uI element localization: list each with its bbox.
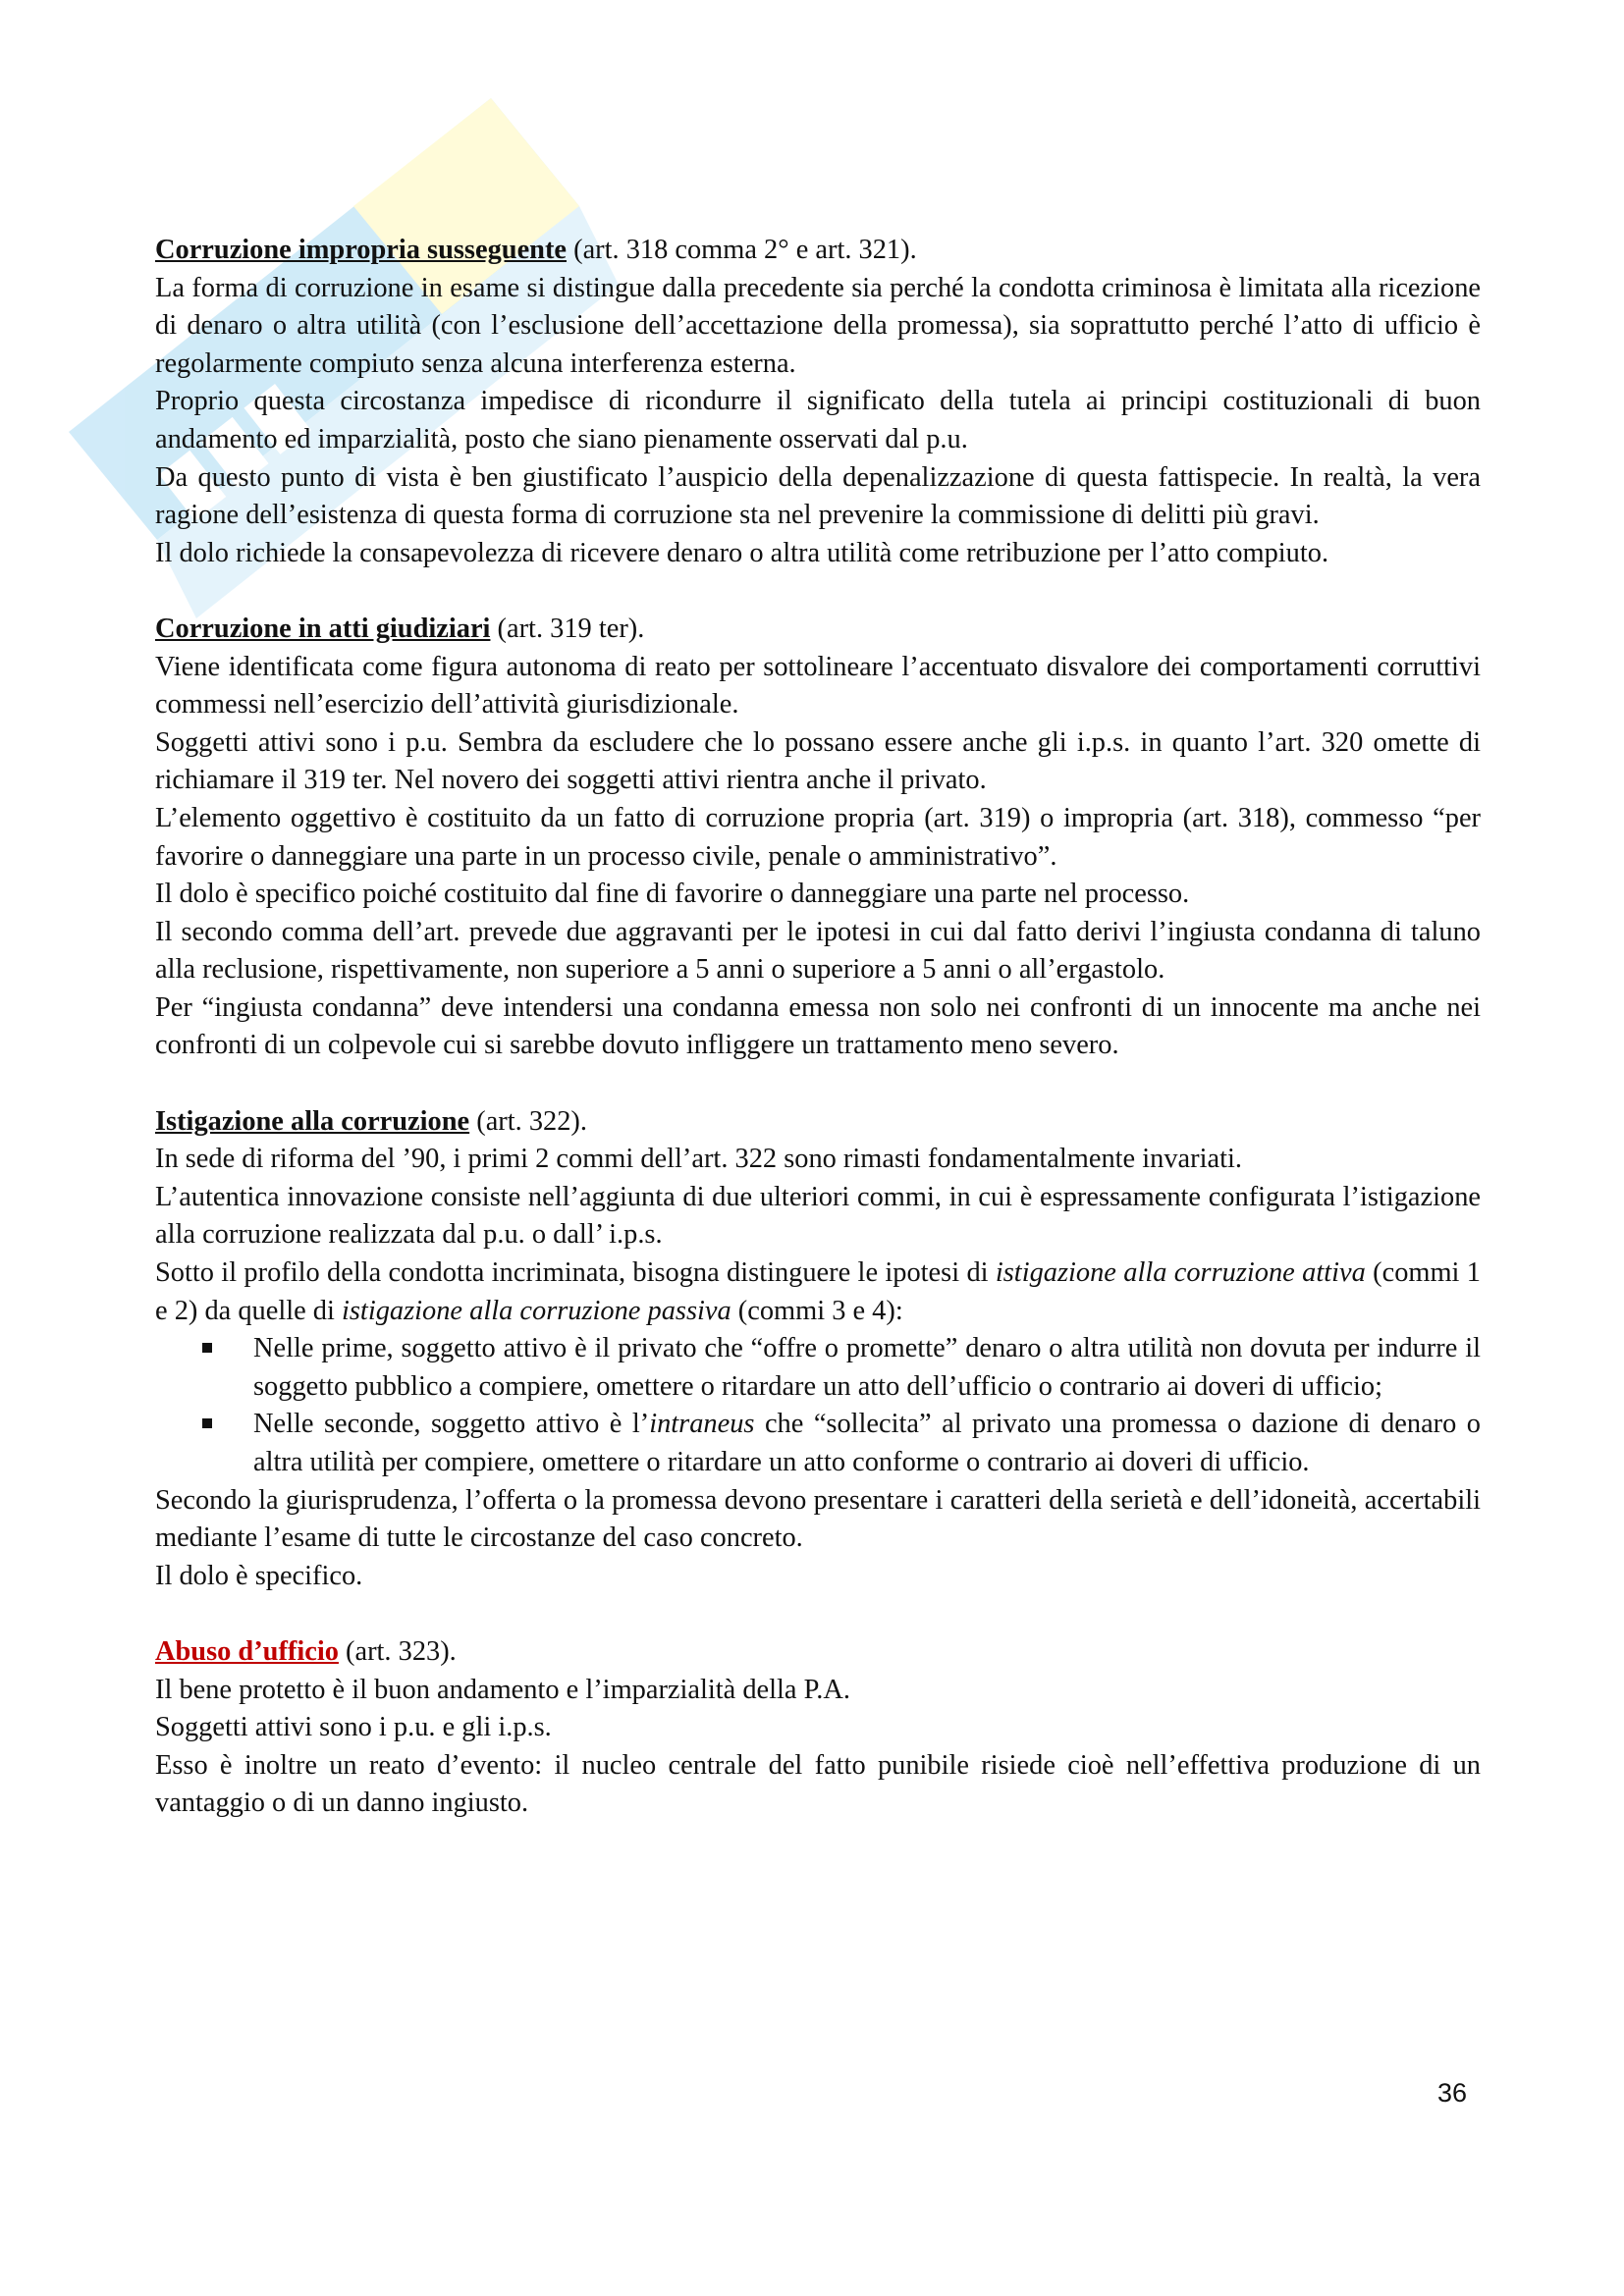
article-reference: (art. 319 ter). xyxy=(490,613,645,644)
section-title: Istigazione alla corruzione xyxy=(155,1105,470,1137)
paragraph xyxy=(155,1255,1481,1330)
paragraph: In sede di riforma del ’90, i primi 2 commi dell’art. 322 sono rimasti fondamentalmente invariati. xyxy=(155,1144,1242,1175)
section xyxy=(155,1633,1481,1823)
article-reference: (art. 318 comma 2° e art. 321). xyxy=(567,235,917,265)
italic-run: intraneus xyxy=(649,1409,755,1440)
bullet-list xyxy=(155,1330,1481,1481)
paragraph: Soggetti attivi sono i p.u. e gli i.p.s. xyxy=(155,1712,552,1743)
section xyxy=(155,232,1481,572)
text-run: (commi 3 e 4): xyxy=(731,1295,903,1326)
square-bullet-icon xyxy=(202,1418,212,1428)
document-body xyxy=(155,232,1481,1823)
section-title: Corruzione impropria susseguente xyxy=(155,235,568,265)
paragraph: Da questo punto di vista è ben giustificato l’auspicio della depenalizzazione di questa fattispecie. In realtà, la vera ragione dell’esistenza di questa forma di corruzione sta nel prevenire la commissione di delitti più gravi. xyxy=(155,461,1481,531)
list-item xyxy=(253,1330,1481,1406)
text-run: che “sollecita” al privato una promessa o dazione di denaro o altra utilità per compiere, omettere o ritardare un atto conforme o contrario ai doveri di ufficio. xyxy=(253,1409,1481,1477)
section xyxy=(155,1103,1481,1596)
text-run: (commi 1 e 2) da quelle di xyxy=(155,1257,1481,1326)
italic-run: istigazione alla corruzione attiva xyxy=(995,1257,1366,1289)
italic-run: istigazione alla corruzione passiva xyxy=(342,1295,731,1326)
paragraph: Il dolo è specifico poiché costituito dal fine di favorire o danneggiare una parte nel processo. xyxy=(155,879,1190,910)
section-heading xyxy=(155,611,1481,649)
paragraph: Proprio questa circostanza impedisce di ricondurre il significato della tutela ai principi costituzionali di buon andamento ed imparzialità, posto che siano pienamente osservati dal p.u. xyxy=(155,386,1481,454)
paragraph: L’autentica innovazione consiste nell’aggiunta di due ulteriori commi, in cui è espressamente configurata l’istigazione alla corruzione realizzata dal p.u. o dall’ i.p.s. xyxy=(155,1181,1481,1251)
page-number: 36 xyxy=(1437,2078,1468,2108)
square-bullet-icon xyxy=(202,1343,212,1353)
paragraph: Soggetti attivi sono i p.u. Sembra da escludere che lo possano essere anche gli i.p.s. in quanto l’art. 320 omette di richiamare il 319 ter. Nel novero dei soggetti attivi rientra anche il privato. xyxy=(155,726,1481,796)
paragraph: Secondo la giurisprudenza, l’offerta o la promessa devono presentare i caratteri della serietà e dell’idoneità, accertabili mediante l’esame di tutte le circostanze del caso concreto. xyxy=(155,1484,1481,1554)
paragraph: Viene identificata come figura autonoma di reato per sottolineare l’accentuato disvalore dei comportamenti corruttivi commessi nell’esercizio dell’attività giurisdizionale. xyxy=(155,651,1481,721)
paragraph: Il dolo richiede la consapevolezza di ricevere denaro o altra utilità come retribuzione per l’atto compiuto. xyxy=(155,537,1329,568)
section-title: Abuso d’ufficio xyxy=(155,1635,339,1667)
paragraph: Esso è inoltre un reato d’evento: il nucleo centrale del fatto punibile risiede cioè nell’effettiva produzione di un vantaggio o di un danno ingiusto. xyxy=(155,1749,1481,1819)
section-heading xyxy=(155,1103,1481,1142)
text-run: Sotto il profilo della condotta incriminata, bisogna distinguere le ipotesi di xyxy=(155,1257,996,1289)
paragraph: Il secondo comma dell’art. prevede due aggravanti per le ipotesi in cui dal fatto derivi l’ingiusta condanna di taluno alla reclusione, rispettivamente, non superiore a 5 anni o superiore a 5 anni o all’ergastolo. xyxy=(155,916,1481,986)
list-item xyxy=(253,1406,1481,1481)
article-reference: (art. 322). xyxy=(469,1105,587,1137)
section-title: Corruzione in atti giudiziari xyxy=(155,613,491,644)
section-heading xyxy=(155,232,1481,270)
paragraph: Il bene protetto è il buon andamento e l’imparzialità della P.A. xyxy=(155,1674,850,1705)
section xyxy=(155,611,1481,1065)
paragraph: L’elemento oggettivo è costituito da un fatto di corruzione propria (art. 319) o impropria (art. 318), commesso “per favorire o danneggiare una parte in un processo civile, penale o amministrativo”. xyxy=(155,802,1481,872)
paragraph: Il dolo è specifico. xyxy=(155,1560,363,1591)
text-run: Nelle seconde, soggetto attivo è l’ xyxy=(253,1409,650,1440)
section-heading xyxy=(155,1633,1481,1672)
paragraph: La forma di corruzione in esame si distingue dalla precedente sia perché la condotta criminosa è limitata alla ricezione di denaro o altra utilità (con l’esclusione dell’accettazione della promessa), sia soprattutto perché l’atto di ufficio è regolarmente compiuto senza alcuna interferenza esterna. xyxy=(155,272,1481,379)
paragraph: Per “ingiusta condanna” deve intendersi una condanna emessa non solo nei confronti di un innocente ma anche nei confronti di un colpevole cui si sarebbe dovuto infliggere un trattamento meno severo. xyxy=(155,991,1481,1061)
article-reference: (art. 323). xyxy=(338,1635,457,1667)
text-run: Nelle prime, soggetto attivo è il privato che “offre o promette” denaro o altra utilità non dovuta per indurre il soggetto pubblico a compiere, omettere o ritardare un atto dell’ufficio o contrario ai doveri di ufficio; xyxy=(253,1333,1481,1402)
